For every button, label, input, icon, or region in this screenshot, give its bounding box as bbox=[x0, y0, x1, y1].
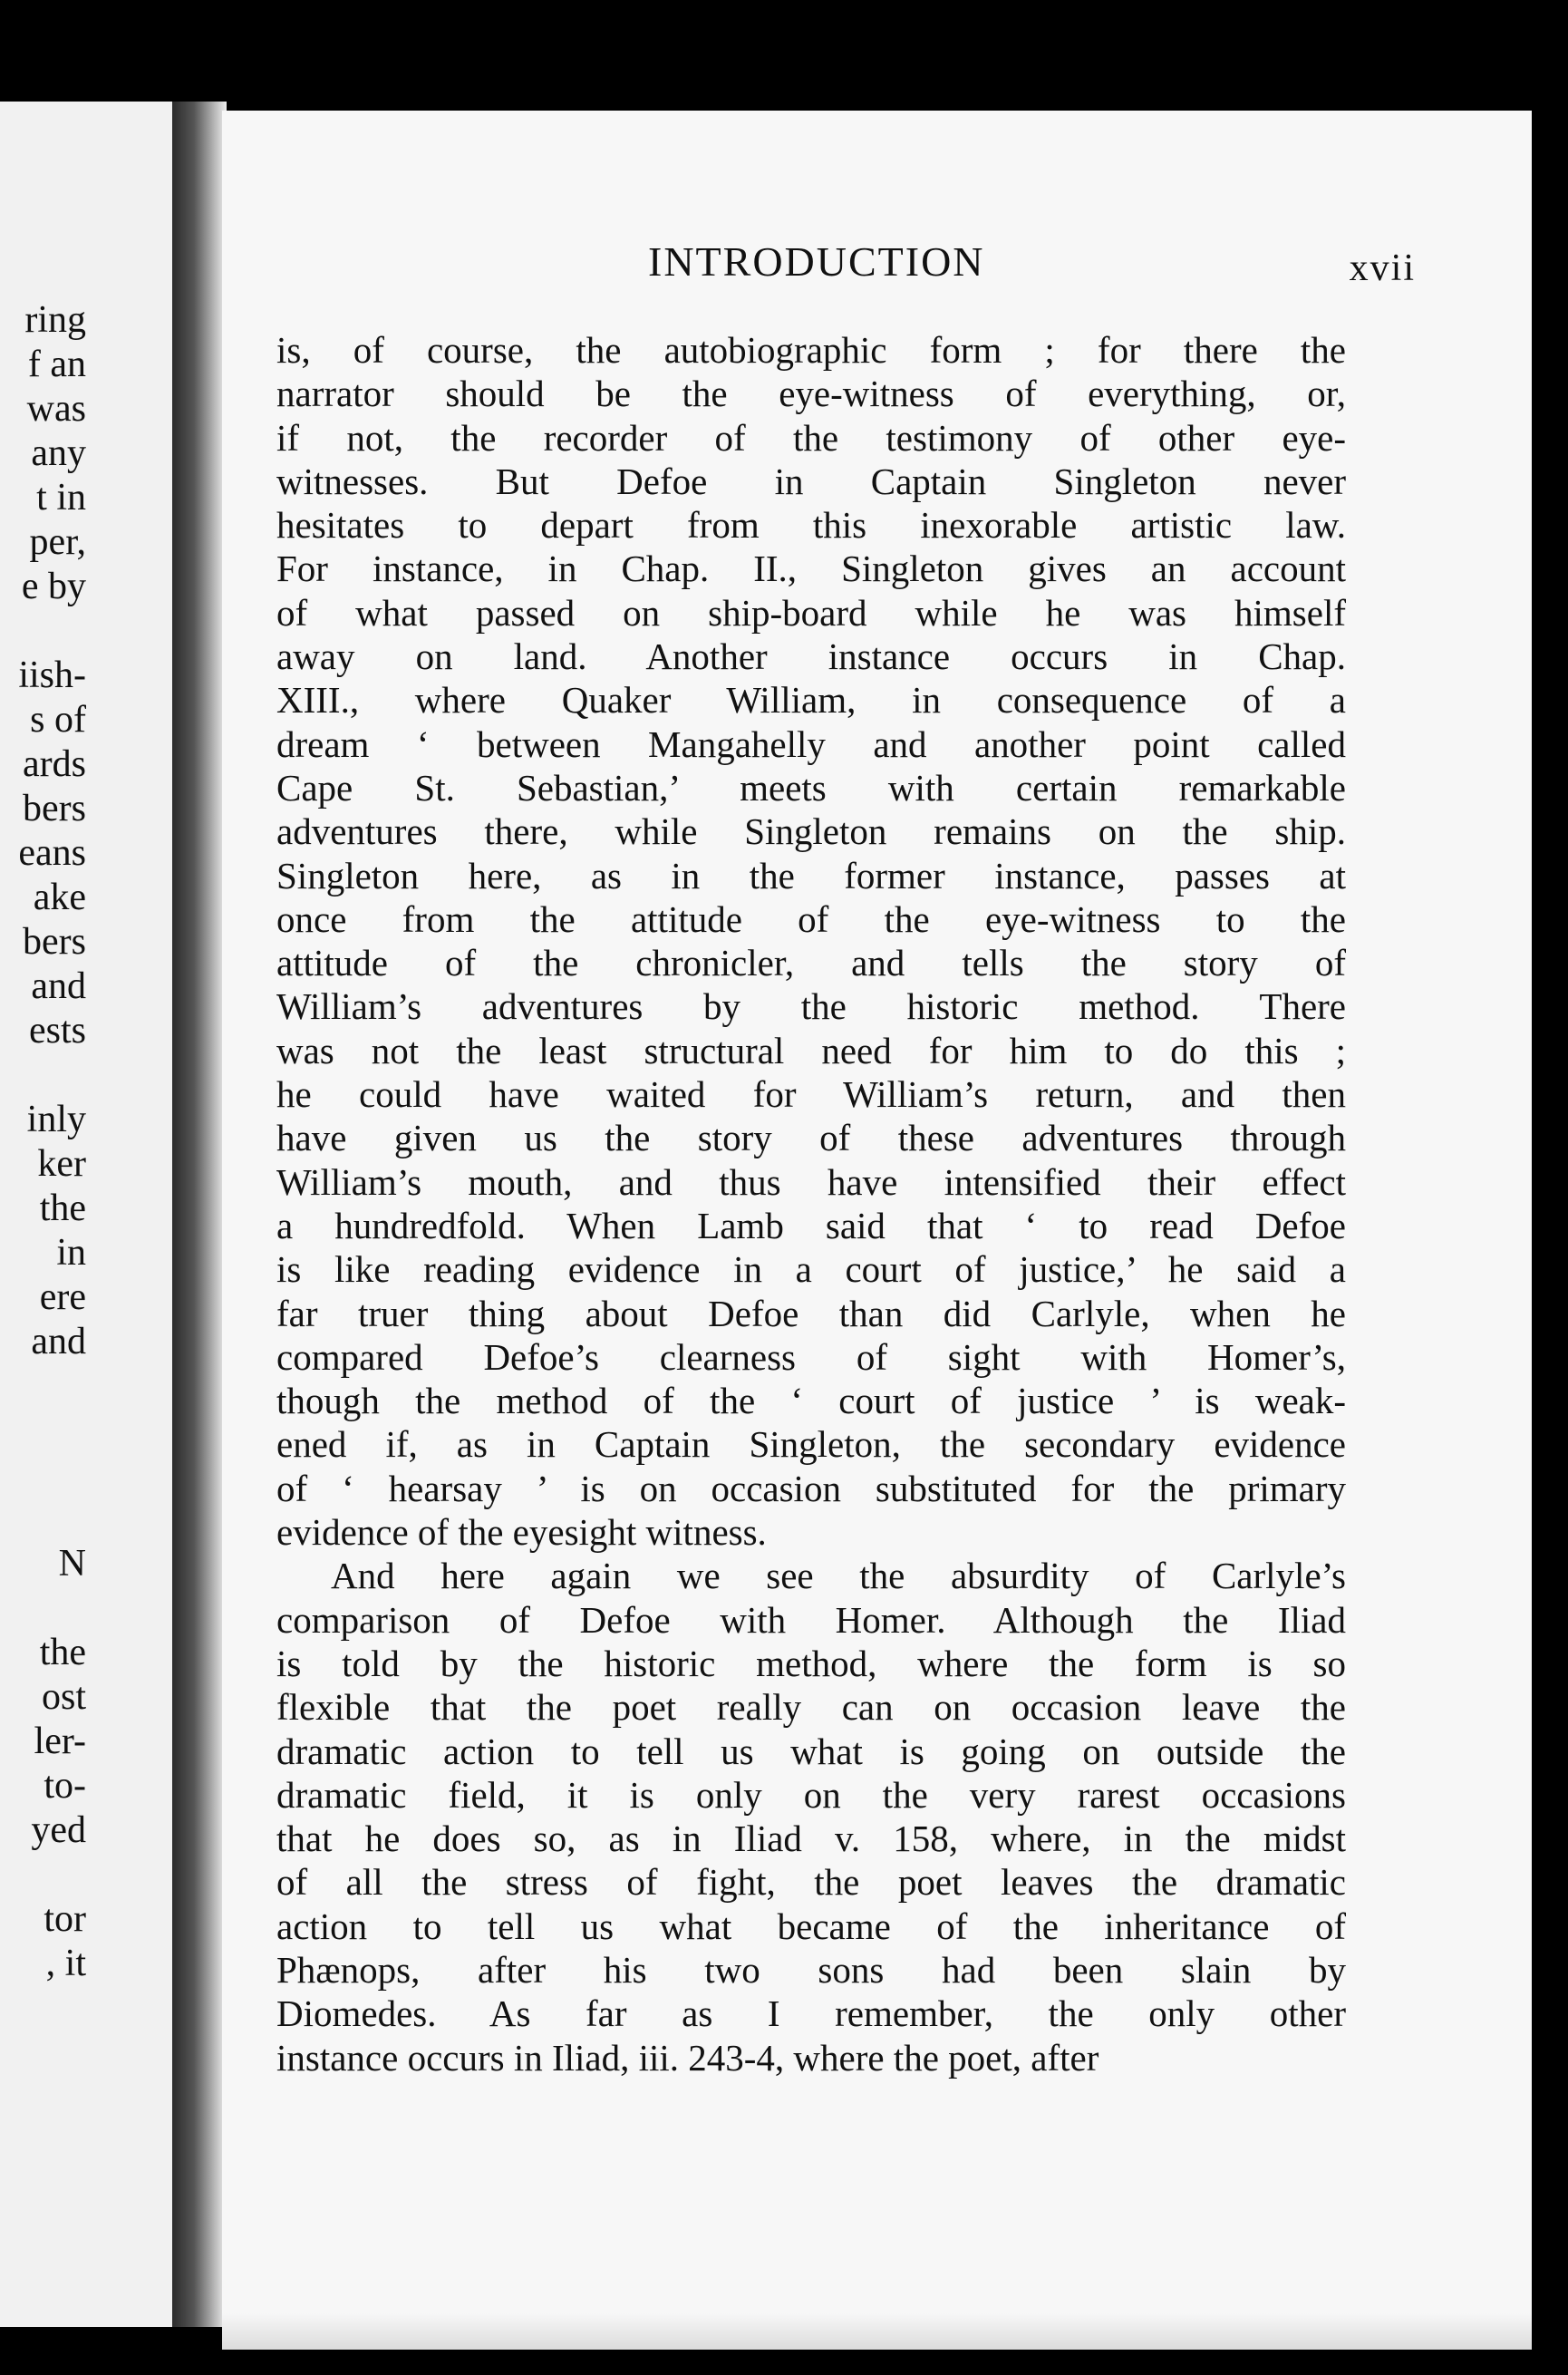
text-line: narrator should be the eye-witness of everything, or, bbox=[276, 373, 1346, 415]
text-line: was not the least structural need for him to do this ; bbox=[276, 1029, 1346, 1071]
left-page-fragment bbox=[0, 102, 186, 2327]
text-line: witnesses. But Defoe in Captain Singleton never bbox=[276, 460, 1346, 502]
left-page-line-fragment: e by bbox=[21, 566, 86, 607]
page-edge-shadow bbox=[222, 2313, 1532, 2350]
left-page-line-fragment bbox=[18, 1586, 86, 1631]
text-line: of all the stress of fight, the poet leaves the dramatic bbox=[276, 1861, 1346, 1904]
left-page-line-fragment: any bbox=[31, 432, 86, 474]
left-page-line-fragment: ring bbox=[24, 299, 86, 341]
text-line: Diomedes. As far as I remember, the only other bbox=[276, 1992, 1346, 2035]
left-page-line-fragment: and bbox=[31, 1321, 86, 1362]
text-line: action to tell us what became of the inheritance of bbox=[276, 1905, 1346, 1947]
paragraph bbox=[276, 328, 1346, 1554]
left-page-line-fragment: was bbox=[26, 388, 86, 430]
left-page-line-fragment: bers bbox=[23, 788, 86, 829]
left-page-line-fragment: bers bbox=[23, 921, 86, 963]
left-page-line-fragment: ler- bbox=[34, 1721, 86, 1762]
text-line: For instance, in Chap. II., Singleton gives an account bbox=[276, 548, 1346, 590]
left-page-line-fragment bbox=[18, 1453, 86, 1498]
text-line: William’s adventures by the historic method. There bbox=[276, 985, 1346, 1028]
left-page-line-fragment: and bbox=[31, 965, 86, 1007]
text-line: instance occurs in Iliad, iii. 243-4, where the poet, after bbox=[276, 2036, 1099, 2079]
left-page-line-fragment: , it bbox=[45, 1943, 86, 1984]
text-line: far truer thing about Defoe than did Carlyle, when he bbox=[276, 1292, 1346, 1334]
body-text bbox=[276, 328, 1346, 2079]
left-page-line-fragment: ests bbox=[29, 1010, 86, 1052]
left-page-line-fragment: iish- bbox=[18, 654, 86, 696]
text-line: a hundredfold. When Lamb said that ‘ to read Defoe bbox=[276, 1204, 1346, 1246]
left-page-line-fragment: yed bbox=[31, 1809, 86, 1851]
left-page-line-fragment: the bbox=[39, 1632, 86, 1673]
page-title: INTRODUCTION bbox=[648, 238, 985, 285]
left-page-line-fragment bbox=[18, 1053, 86, 1098]
left-page-line-fragment: N bbox=[58, 1543, 86, 1585]
text-line: if not, the recorder of the testimony of other eye- bbox=[276, 416, 1346, 459]
left-page-line-fragment: tor bbox=[44, 1898, 86, 1940]
left-page-line-fragment: the bbox=[39, 1188, 86, 1229]
paragraph bbox=[276, 1554, 1346, 2079]
left-page-line-fragment: per, bbox=[29, 521, 86, 563]
text-line: compared Defoe’s clearness of sight with Homer’s, bbox=[276, 1335, 1346, 1378]
text-line: dream ‘ between Mangahelly and another point called bbox=[276, 722, 1346, 765]
text-line: away on land. Another instance occurs in Chap. bbox=[276, 635, 1346, 678]
left-page-line-fragment bbox=[18, 1409, 86, 1453]
text-line: of ‘ hearsay ’ is on occasion substituted for the primary bbox=[276, 1467, 1346, 1509]
main-page bbox=[222, 111, 1532, 2350]
text-line: Singleton here, as in the former instance, passes at bbox=[276, 854, 1346, 897]
left-page-line-fragment: ere bbox=[39, 1276, 86, 1318]
text-line: is like reading evidence in a court of justice,’ he said a bbox=[276, 1248, 1346, 1291]
left-page-line-fragment: f an bbox=[27, 344, 86, 385]
text-line: dramatic field, it is only on the very rarest occasions bbox=[276, 1773, 1346, 1816]
text-line: is told by the historic method, where the form is so bbox=[276, 1642, 1346, 1684]
text-line: William’s mouth, and thus have intensified their effect bbox=[276, 1160, 1346, 1203]
left-page-line-fragment bbox=[18, 1853, 86, 1897]
left-page-line-fragment: eans bbox=[18, 832, 86, 874]
text-line: evidence of the eyesight witness. bbox=[276, 1511, 767, 1554]
text-line: ened if, as in Captain Singleton, the secondary evidence bbox=[276, 1423, 1346, 1466]
left-page-line-fragment: ake bbox=[33, 877, 86, 918]
left-page-line-fragment: ards bbox=[23, 743, 86, 785]
text-line: once from the attitude of the eye-witness to the bbox=[276, 897, 1346, 940]
text-line: though the method of the ‘ court of justice ’ is weak- bbox=[276, 1380, 1346, 1422]
text-line: of what passed on ship-board while he was himself bbox=[276, 591, 1346, 634]
book-gutter bbox=[172, 102, 227, 2327]
running-head bbox=[222, 238, 1532, 292]
left-page-line-fragment: ost bbox=[41, 1676, 86, 1718]
left-page-line-fragment: ker bbox=[37, 1143, 86, 1185]
text-line: flexible that the poet really can on occasion leave the bbox=[276, 1686, 1346, 1729]
text-line: attitude of the chronicler, and tells the story of bbox=[276, 942, 1346, 984]
page-number: xvii bbox=[1349, 247, 1416, 289]
text-line: XIII., where Quaker William, in consequence of a bbox=[276, 679, 1346, 722]
left-page-line-fragment: t in bbox=[36, 477, 86, 519]
text-line: that he does so, as in Iliad v. 158, where, in the midst bbox=[276, 1818, 1346, 1860]
left-page-text bbox=[18, 298, 86, 1986]
left-page-line-fragment bbox=[18, 1364, 86, 1409]
left-page-line-fragment: to- bbox=[44, 1765, 86, 1807]
left-page-line-fragment bbox=[18, 1498, 86, 1542]
text-line: Cape St. Sebastian,’ meets with certain remarkable bbox=[276, 766, 1346, 809]
text-line: comparison of Defoe with Homer. Although the Iliad bbox=[276, 1598, 1346, 1641]
text-line: is, of course, the autobiographic form ; for there the bbox=[276, 329, 1346, 371]
text-line: adventures there, while Singleton remains on the ship. bbox=[276, 810, 1346, 853]
text-line: Phænops, after his two sons had been slain by bbox=[276, 1948, 1346, 1991]
left-page-line-fragment: inly bbox=[26, 1099, 86, 1140]
text-line: hesitates to depart from this inexorable artistic law. bbox=[276, 504, 1346, 547]
text-line: dramatic action to tell us what is going on outside the bbox=[276, 1730, 1346, 1772]
left-page-line-fragment: in bbox=[56, 1232, 86, 1274]
left-page-line-fragment: s of bbox=[30, 699, 86, 741]
text-line: he could have waited for William’s return, and then bbox=[276, 1073, 1346, 1116]
text-line: And here again we see the absurdity of Carlyle’s bbox=[331, 1555, 1346, 1597]
text-line: have given us the story of these adventures through bbox=[276, 1117, 1346, 1159]
left-page-line-fragment bbox=[18, 609, 86, 654]
